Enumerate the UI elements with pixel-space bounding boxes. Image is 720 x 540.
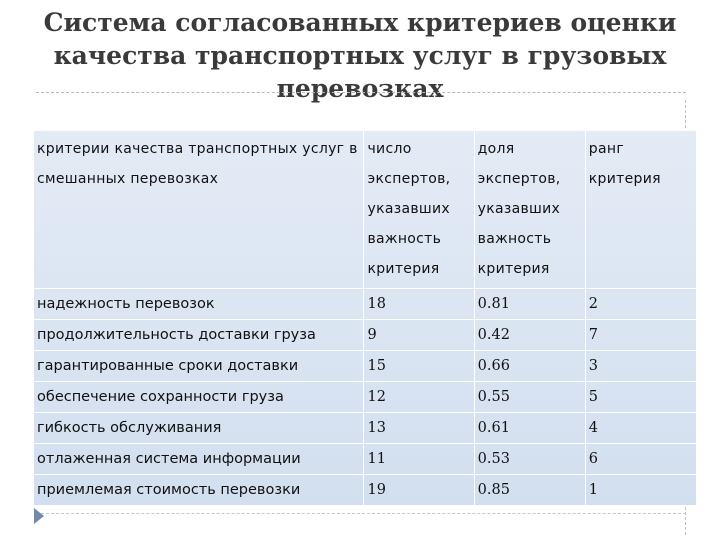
- triangle-right-icon[interactable]: [34, 508, 44, 524]
- table-row: [34, 444, 697, 475]
- criterion-name: продолжительность доставки груза: [34, 320, 364, 351]
- title-divider: [36, 92, 686, 93]
- expert-count: 15: [364, 351, 474, 382]
- expert-share: 0.55: [474, 382, 585, 413]
- criterion-name: обеспечение сохранности груза: [34, 382, 364, 413]
- criteria-table: [33, 130, 697, 506]
- header-expert-count: число экспертов, указавших важность критерия: [364, 131, 474, 289]
- expert-share: 0.81: [474, 289, 585, 320]
- header-criteria: критерии качества транспортных услуг в смешанных перевозках: [34, 131, 364, 289]
- header-rank: ранг критерия: [585, 131, 696, 289]
- table-header-row: [34, 131, 697, 289]
- expert-share: 0.42: [474, 320, 585, 351]
- criterion-name: приемлемая стоимость перевозки: [34, 475, 364, 506]
- expert-share: 0.66: [474, 351, 585, 382]
- criterion-name: отлаженная система информации: [34, 444, 364, 475]
- slide-title: Система согласованных критериев оценки качества транспортных услуг в грузовых перевозках: [43, 8, 677, 103]
- table-row: [34, 382, 697, 413]
- table-row: [34, 413, 697, 444]
- criterion-rank: 1: [585, 475, 696, 506]
- expert-count: 11: [364, 444, 474, 475]
- bottom-divider: [36, 513, 686, 514]
- criterion-name: гарантированные сроки доставки: [34, 351, 364, 382]
- expert-count: 9: [364, 320, 474, 351]
- expert-share: 0.61: [474, 413, 585, 444]
- expert-share: 0.53: [474, 444, 585, 475]
- table-row: [34, 475, 697, 506]
- criterion-rank: 6: [585, 444, 696, 475]
- header-expert-share: доля экспертов, указавших важность критерия: [474, 131, 585, 289]
- expert-count: 12: [364, 382, 474, 413]
- criterion-rank: 2: [585, 289, 696, 320]
- criterion-rank: 4: [585, 413, 696, 444]
- criterion-rank: 5: [585, 382, 696, 413]
- criterion-rank: 7: [585, 320, 696, 351]
- table-row: [34, 320, 697, 351]
- table-row: [34, 289, 697, 320]
- table-row: [34, 351, 697, 382]
- expert-count: 19: [364, 475, 474, 506]
- criterion-rank: 3: [585, 351, 696, 382]
- expert-count: 18: [364, 289, 474, 320]
- criterion-name: гибкость обслуживания: [34, 413, 364, 444]
- expert-count: 13: [364, 413, 474, 444]
- criterion-name: надежность перевозок: [34, 289, 364, 320]
- expert-share: 0.85: [474, 475, 585, 506]
